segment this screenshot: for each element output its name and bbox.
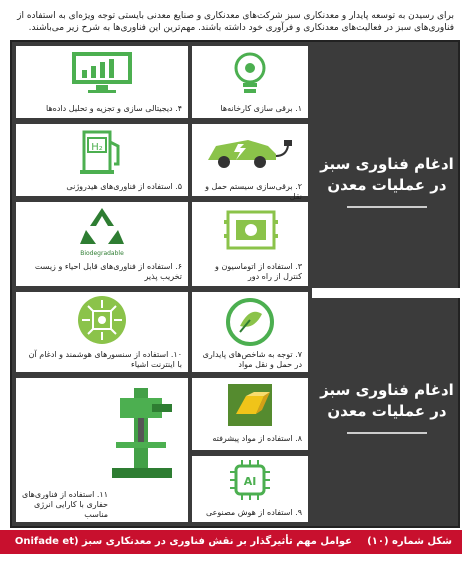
card-electrification-transport	[192, 124, 308, 201]
card-label: ۵. استفاده از فناوری‌های هیدروژنی	[66, 182, 182, 191]
analytics-monitor-icon	[70, 50, 134, 94]
iot-sensor-icon	[76, 294, 128, 346]
biodegradable-icon	[72, 204, 132, 258]
card-label: ۱. برقی سازی کارخانه‌ها	[220, 104, 302, 113]
section-title-text: ادغام فناوری سبز در عملیات معدن	[320, 155, 454, 194]
card-digitalization	[16, 46, 188, 118]
ai-chip-icon	[228, 458, 272, 502]
card-label: ۱۱. استفاده از فناوری‌های حفاری با کارایی انرژی مناسب	[21, 490, 108, 519]
card-iot-sensors	[16, 292, 188, 372]
card-label: ۴. دیجیتالی سازی و تجزیه و تحلیل داده‌ها	[46, 104, 182, 113]
card-hydrogen	[16, 124, 188, 196]
card-label: ۸. استفاده از مواد پیشرفته	[212, 434, 302, 443]
card-electrification-plants	[192, 46, 308, 118]
figure-caption	[0, 530, 462, 571]
remote-control-icon	[224, 206, 278, 254]
card-ai	[192, 456, 308, 522]
card-advanced-materials	[192, 378, 308, 450]
card-biodegradable	[16, 202, 188, 286]
card-label: ۶. استفاده از فناوری‌های قابل احیاء و زیست تخریب پذیر	[34, 262, 182, 281]
card-label: ۲. برقی‌سازی سیستم حمل و نقل	[205, 182, 302, 201]
card-label: ۱۰. استفاده از سنسورهای هوشمند و ادغام آن با اینترنت اشیاء	[28, 350, 182, 369]
hydrogen-pump-icon	[78, 128, 126, 176]
card-drilling	[16, 378, 188, 522]
svg-text:H₂: H₂	[91, 142, 103, 153]
figure-frame	[10, 40, 460, 528]
divider	[347, 432, 427, 434]
caption-text: عوامل مهم تأثیرگذار بر نقش فناوری در معدنکاری سبز (Onifade et al., ۲۰۲۴)	[14, 536, 352, 571]
card-label: ۷. توجه به شاخص‌های پایداری در حمل و نقل مواد	[202, 350, 302, 369]
electric-car-icon	[204, 132, 296, 172]
drilling-machine-icon	[112, 384, 182, 480]
card-label: ۳. استفاده از اتوماسیون و کنترل از راه دور	[215, 262, 302, 281]
section-title-text: ادغام فناوری سبز در عملیات معدن	[320, 381, 454, 420]
divider	[347, 206, 427, 208]
intro-paragraph: برای رسیدن به توسعه پایدار و معدنکاری سبز شرکت‌های معدنکاری و صنایع معدنی بایستی توجه ویژه‌ای به استفاده از فناوری‌های سبز در فعالیت‌های معدنکاری و فرآوری خود داشته باشند. مهم‌ترین این فناوری‌ها به شرح زیر می‌باشند.	[17, 11, 454, 33]
section-gap	[312, 288, 460, 298]
card-automation	[192, 202, 308, 286]
card-label: ۹. استفاده از هوش مصنوعی	[205, 508, 302, 517]
card-sustainability-transport	[192, 292, 308, 372]
advanced-material-icon	[226, 382, 274, 428]
lightbulb-gear-icon	[230, 50, 270, 96]
sustainability-icon	[224, 296, 276, 348]
ai-badge: AI	[243, 475, 257, 488]
biodegradable-badge: Biodegradable	[80, 250, 124, 257]
section-title-1	[314, 154, 460, 208]
section-title-2	[314, 380, 460, 434]
figure-number: شکل شماره (۱۰)	[367, 536, 452, 547]
